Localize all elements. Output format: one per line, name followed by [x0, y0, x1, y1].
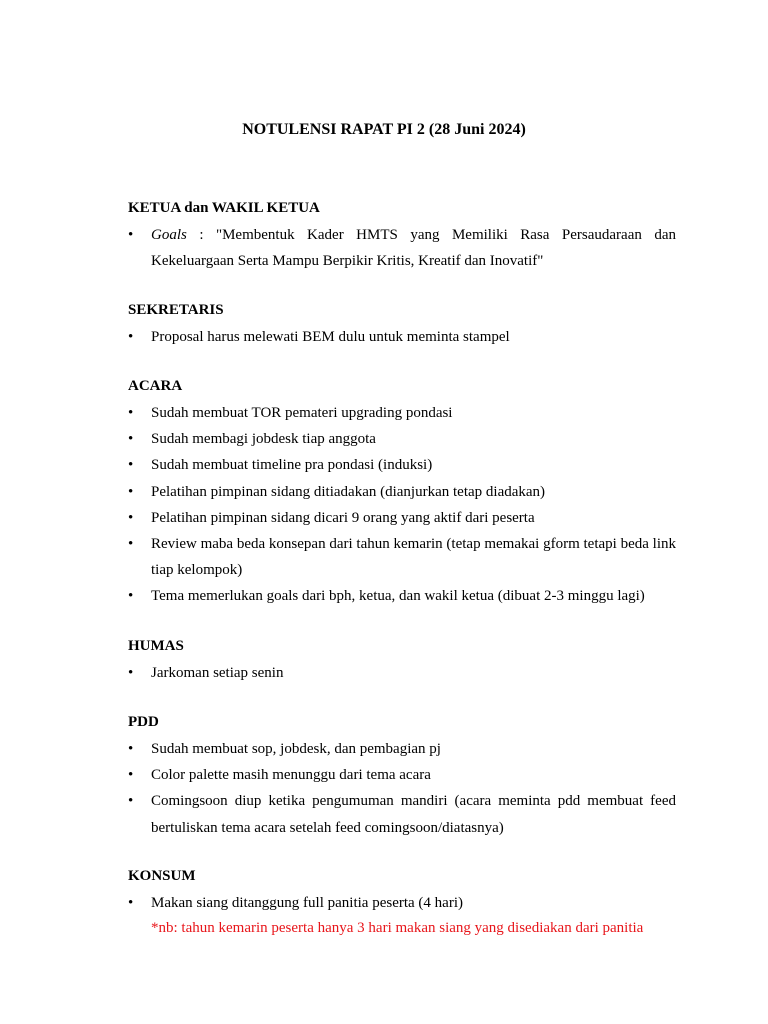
- list-item-text: Makan siang ditanggung full panitia peserta (4 hari): [151, 895, 463, 911]
- list-item-text: Pelatihan pimpinan sidang ditiadakan (dianjurkan tetap diadakan): [151, 483, 546, 500]
- bullet-icon: •: [128, 431, 134, 448]
- list-item: [128, 324, 676, 350]
- goals-text: : "Membentuk Kader HMTS yang Memiliki Rasa Persaudaraan dan Kekeluargaan Serta Mampu Berpikir Kritis, Kreatif dan Inovatif": [151, 227, 676, 270]
- section-heading-humas: HUMAS: [128, 638, 184, 654]
- list-item-text: Comingsoon diup ketika pengumuman mandiri (acara meminta pdd membuat feed bertuliskan tema acara setelah feed comingsoon/diatasnya): [151, 793, 676, 836]
- list-item-text: Color palette masih menunggu dari tema acara: [151, 767, 431, 784]
- bullet-icon: •: [128, 665, 134, 681]
- list-item: [128, 479, 676, 505]
- list-item-text: Pelatihan pimpinan sidang dicari 9 orang yang aktif dari peserta: [151, 509, 535, 526]
- bullet-icon: •: [128, 483, 134, 500]
- list-item-text: Proposal harus melewati BEM dulu untuk meminta stampel: [151, 329, 510, 345]
- list-item: [128, 531, 676, 583]
- list-item: [128, 890, 676, 916]
- list-item-text: Sudah membuat TOR pemateri upgrading pondasi: [151, 405, 453, 421]
- section-heading-konsum: KONSUM: [128, 868, 196, 884]
- bullet-icon: •: [128, 329, 134, 345]
- section-heading-pdd: PDD: [128, 714, 159, 730]
- list-item: [128, 452, 676, 478]
- bullet-icon: •: [128, 793, 134, 810]
- konsum-list: [128, 890, 676, 916]
- humas-list: [128, 660, 676, 686]
- list-item: [128, 222, 676, 274]
- list-item: [128, 762, 676, 788]
- bullet-icon: •: [128, 536, 134, 553]
- list-item-text: Sudah membuat timeline pra pondasi (induksi): [151, 457, 433, 474]
- bullet-icon: •: [128, 227, 134, 243]
- bullet-icon: •: [128, 588, 134, 605]
- list-item: [128, 736, 676, 762]
- list-item-text: Review maba beda konsepan dari tahun kemarin (tetap memakai gform tetapi beda link tiap kelompok): [151, 536, 676, 579]
- list-item: [128, 505, 676, 531]
- list-item-text: Sudah membuat sop, jobdesk, dan pembagian pj: [151, 741, 441, 757]
- list-item: [128, 660, 676, 686]
- section-heading-sekretaris: SEKRETARIS: [128, 302, 224, 318]
- goals-label: Goals: [151, 227, 187, 243]
- list-item: [128, 583, 676, 609]
- list-item-text: Jarkoman setiap senin: [151, 665, 284, 681]
- list-item: [128, 400, 676, 426]
- konsum-note: *nb: tahun kemarin peserta hanya 3 hari makan siang yang disediakan dari panitia: [151, 920, 644, 936]
- bullet-icon: •: [128, 895, 134, 911]
- document-title: NOTULENSI RAPAT PI 2 (28 Juni 2024): [242, 121, 526, 138]
- acara-list: [128, 400, 676, 610]
- section-heading-acara: ACARA: [128, 378, 183, 394]
- bullet-icon: •: [128, 457, 134, 474]
- list-item: [128, 788, 676, 840]
- section-heading-ketua: KETUA dan WAKIL KETUA: [128, 200, 320, 216]
- list-item-text: Tema memerlukan goals dari bph, ketua, dan wakil ketua (dibuat 2-3 minggu lagi): [151, 588, 645, 605]
- ketua-list: [128, 222, 676, 274]
- bullet-icon: •: [128, 509, 134, 526]
- bullet-icon: •: [128, 405, 134, 421]
- sekretaris-list: [128, 324, 676, 350]
- pdd-list: [128, 736, 676, 841]
- list-item: [128, 426, 676, 452]
- list-item-text: Sudah membagi jobdesk tiap anggota: [151, 431, 376, 448]
- bullet-icon: •: [128, 741, 134, 757]
- bullet-icon: •: [128, 767, 134, 784]
